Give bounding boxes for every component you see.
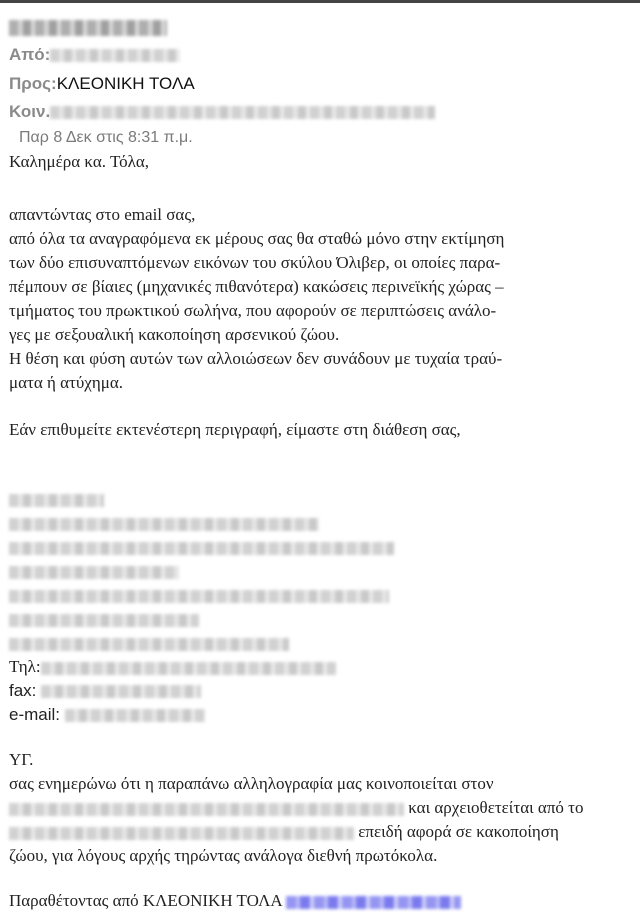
to-value[interactable]: ΚΛΕΟΝΙΚΗ ΤΟΛΑ bbox=[56, 74, 195, 93]
signature-redacted bbox=[9, 489, 104, 509]
signature-redacted bbox=[9, 537, 394, 557]
fax-row bbox=[9, 681, 201, 701]
signature-redacted bbox=[9, 585, 389, 605]
body-line: γες με σεξουαλική κακοποίηση αρσενικού ζώου. bbox=[9, 325, 340, 344]
signature-redacted bbox=[9, 633, 289, 653]
ps-line: και αρχειοθετείται από το bbox=[9, 798, 584, 818]
from-redacted bbox=[50, 49, 180, 62]
email-date: Παρ 8 Δεκ στις 8:31 π.μ. bbox=[19, 129, 193, 146]
email-label: e-mail: bbox=[9, 705, 61, 724]
ps-line: σας ενημερώνω ότι η παραπάνω αλληλογραφία μας κοινοποιείται στον bbox=[9, 774, 494, 793]
signature-redacted bbox=[9, 561, 179, 581]
email-row bbox=[9, 705, 205, 725]
body-line: των δύο επισυναπτόμενων εικόνων του σκύλου Όλιβερ, οι οποίες παρα- bbox=[9, 253, 501, 272]
from-row bbox=[9, 45, 180, 65]
greeting: Καλημέρα κα. Τόλα, bbox=[9, 152, 150, 171]
cc-redacted bbox=[50, 106, 435, 119]
to-label: Προς: bbox=[9, 74, 57, 93]
quoted-email-link[interactable] bbox=[286, 896, 461, 909]
quoted-from: Παραθέτοντας από ΚΛΕΟΝΙΚΗ ΤΟΛΑ bbox=[9, 891, 461, 911]
fax-label: fax: bbox=[9, 681, 37, 700]
ps-line: ζώου, για λόγους αρχής τηρώντας ανάλογα διεθνή πρωτόκολα. bbox=[9, 846, 438, 865]
closing-line: Εάν επιθυμείτε εκτενέστερη περιγραφή, είμαστε στη διάθεση σας, bbox=[9, 420, 461, 439]
sender-name-redacted bbox=[9, 17, 167, 37]
body-line: από όλα τα αναγραφόμενα εκ μέρους σας θα σταθώ μόνο στην εκτίμηση bbox=[9, 229, 505, 248]
to-row bbox=[9, 74, 195, 94]
body-line: τμήματος του πρωκτικού σωλήνα, που αφορούν σε περιπτώσεις ανάλο- bbox=[9, 301, 497, 320]
cc-label: Κοιν. bbox=[9, 102, 51, 121]
cc-row bbox=[9, 102, 435, 122]
signature-redacted bbox=[9, 513, 319, 533]
ps-line: επειδή αφορά σε κακοποίηση bbox=[9, 822, 559, 842]
from-label: Από: bbox=[9, 45, 51, 64]
body-line: πέμπουν σε βίαιες (μηχανικές πιθανότερα) κακώσεις περινεϊκής χώρας – bbox=[9, 277, 504, 296]
signature-redacted bbox=[9, 609, 199, 629]
ps-title: ΥΓ. bbox=[9, 750, 34, 769]
body-line: ματα ή ατύχημα. bbox=[9, 373, 124, 392]
body-line: απαντώντας στο email σας, bbox=[9, 205, 196, 224]
body-line: Η θέση και φύση αυτών των αλλοιώσεων δεν συνάδουν με τυχαία τραύ- bbox=[9, 349, 503, 368]
phone-label: Τηλ: bbox=[9, 657, 41, 676]
phone-row bbox=[9, 657, 336, 677]
